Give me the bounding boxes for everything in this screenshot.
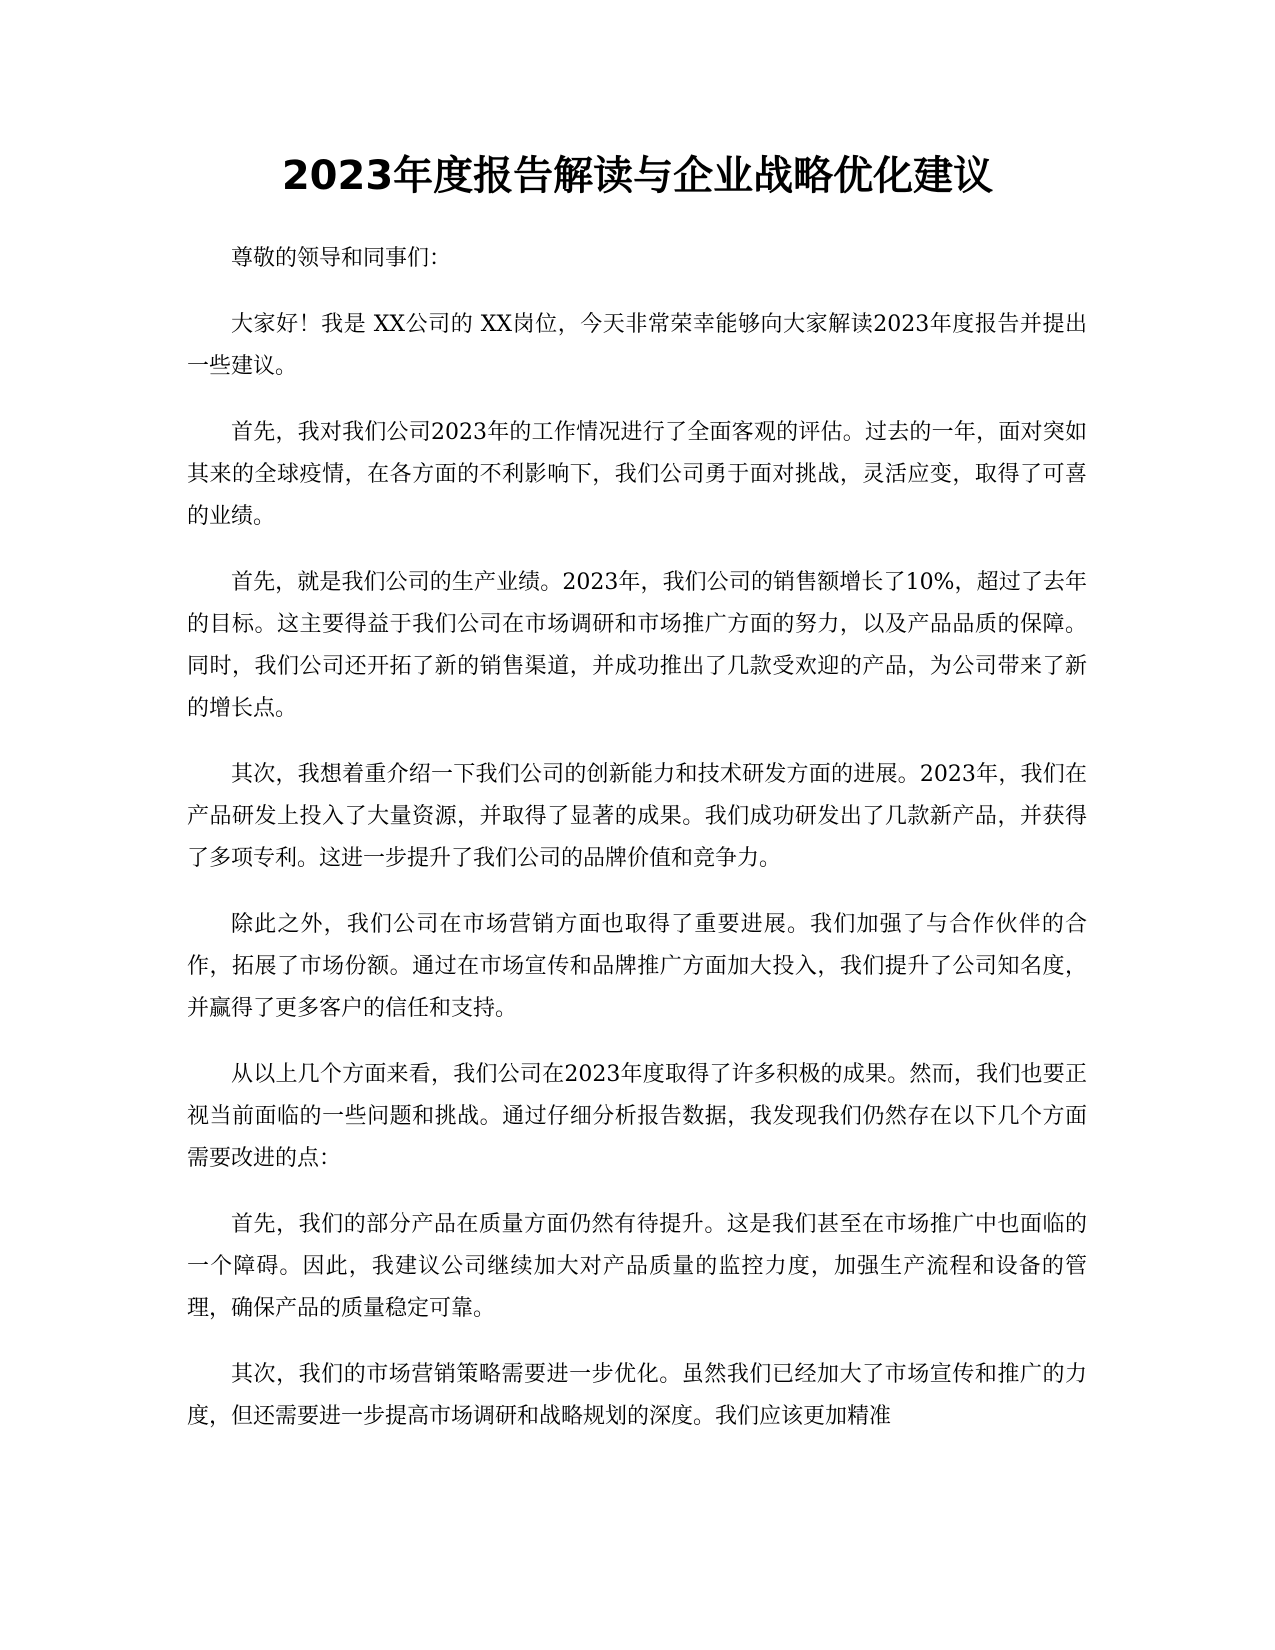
- paragraph-overview: 首先，我对我们公司2023年的工作情况进行了全面客观的评估。过去的一年，面对突如其来的全球疫情，在各方面的不利影响下，我们公司勇于面对挑战，灵活应变，取得了可喜的业绩。: [187, 420, 1087, 529]
- paragraph-innovation: 其次，我想着重介绍一下我们公司的创新能力和技术研发方面的进展。2023年，我们在产品研发上投入了大量资源，并取得了显著的成果。我们成功研发出了几款新产品，并获得了多项专利。这进一步提升了我们公司的品牌价值和竞争力。: [187, 762, 1087, 871]
- paragraph-greeting: 大家好！我是 XX公司的 XX岗位，今天非常荣幸能够向大家解读2023年度报告并提出一些建议。: [187, 312, 1087, 379]
- paragraph-production: 首先，就是我们公司的生产业绩。2023年，我们公司的销售额增长了10%，超过了去年的目标。这主要得益于我们公司在市场调研和市场推广方面的努力，以及产品品质的保障。同时，我们公司还开拓了新的销售渠道，并成功推出了几款受欢迎的产品，为公司带来了新的增长点。: [187, 570, 1087, 721]
- paragraph-marketing: 除此之外，我们公司在市场营销方面也取得了重要进展。我们加强了与合作伙伴的合作，拓展了市场份额。通过在市场宣传和品牌推广方面加大投入，我们提升了公司知名度，并赢得了更多客户的信任和支持。: [187, 912, 1087, 1021]
- paragraph-salutation: 尊敬的领导和同事们：: [231, 246, 452, 271]
- paragraph-summary: 从以上几个方面来看，我们公司在2023年度取得了许多积极的成果。然而，我们也要正视当前面临的一些问题和挑战。通过仔细分析报告数据，我发现我们仍然存在以下几个方面需要改进的点：: [187, 1062, 1087, 1171]
- document-body: [187, 238, 1087, 1462]
- document-title: 2023年度报告解读与企业战略优化建议: [281, 153, 994, 199]
- paragraph-quality: 首先，我们的部分产品在质量方面仍然有待提升。这是我们甚至在市场推广中也面临的一个障碍。因此，我建议公司继续加大对产品质量的监控力度，加强生产流程和设备的管理，确保产品的质量稳定可靠。: [187, 1212, 1087, 1321]
- paragraph-strategy: 其次，我们的市场营销策略需要进一步优化。虽然我们已经加大了市场宣传和推广的力度，但还需要进一步提高市场调研和战略规划的深度。我们应该更加精准: [187, 1362, 1087, 1429]
